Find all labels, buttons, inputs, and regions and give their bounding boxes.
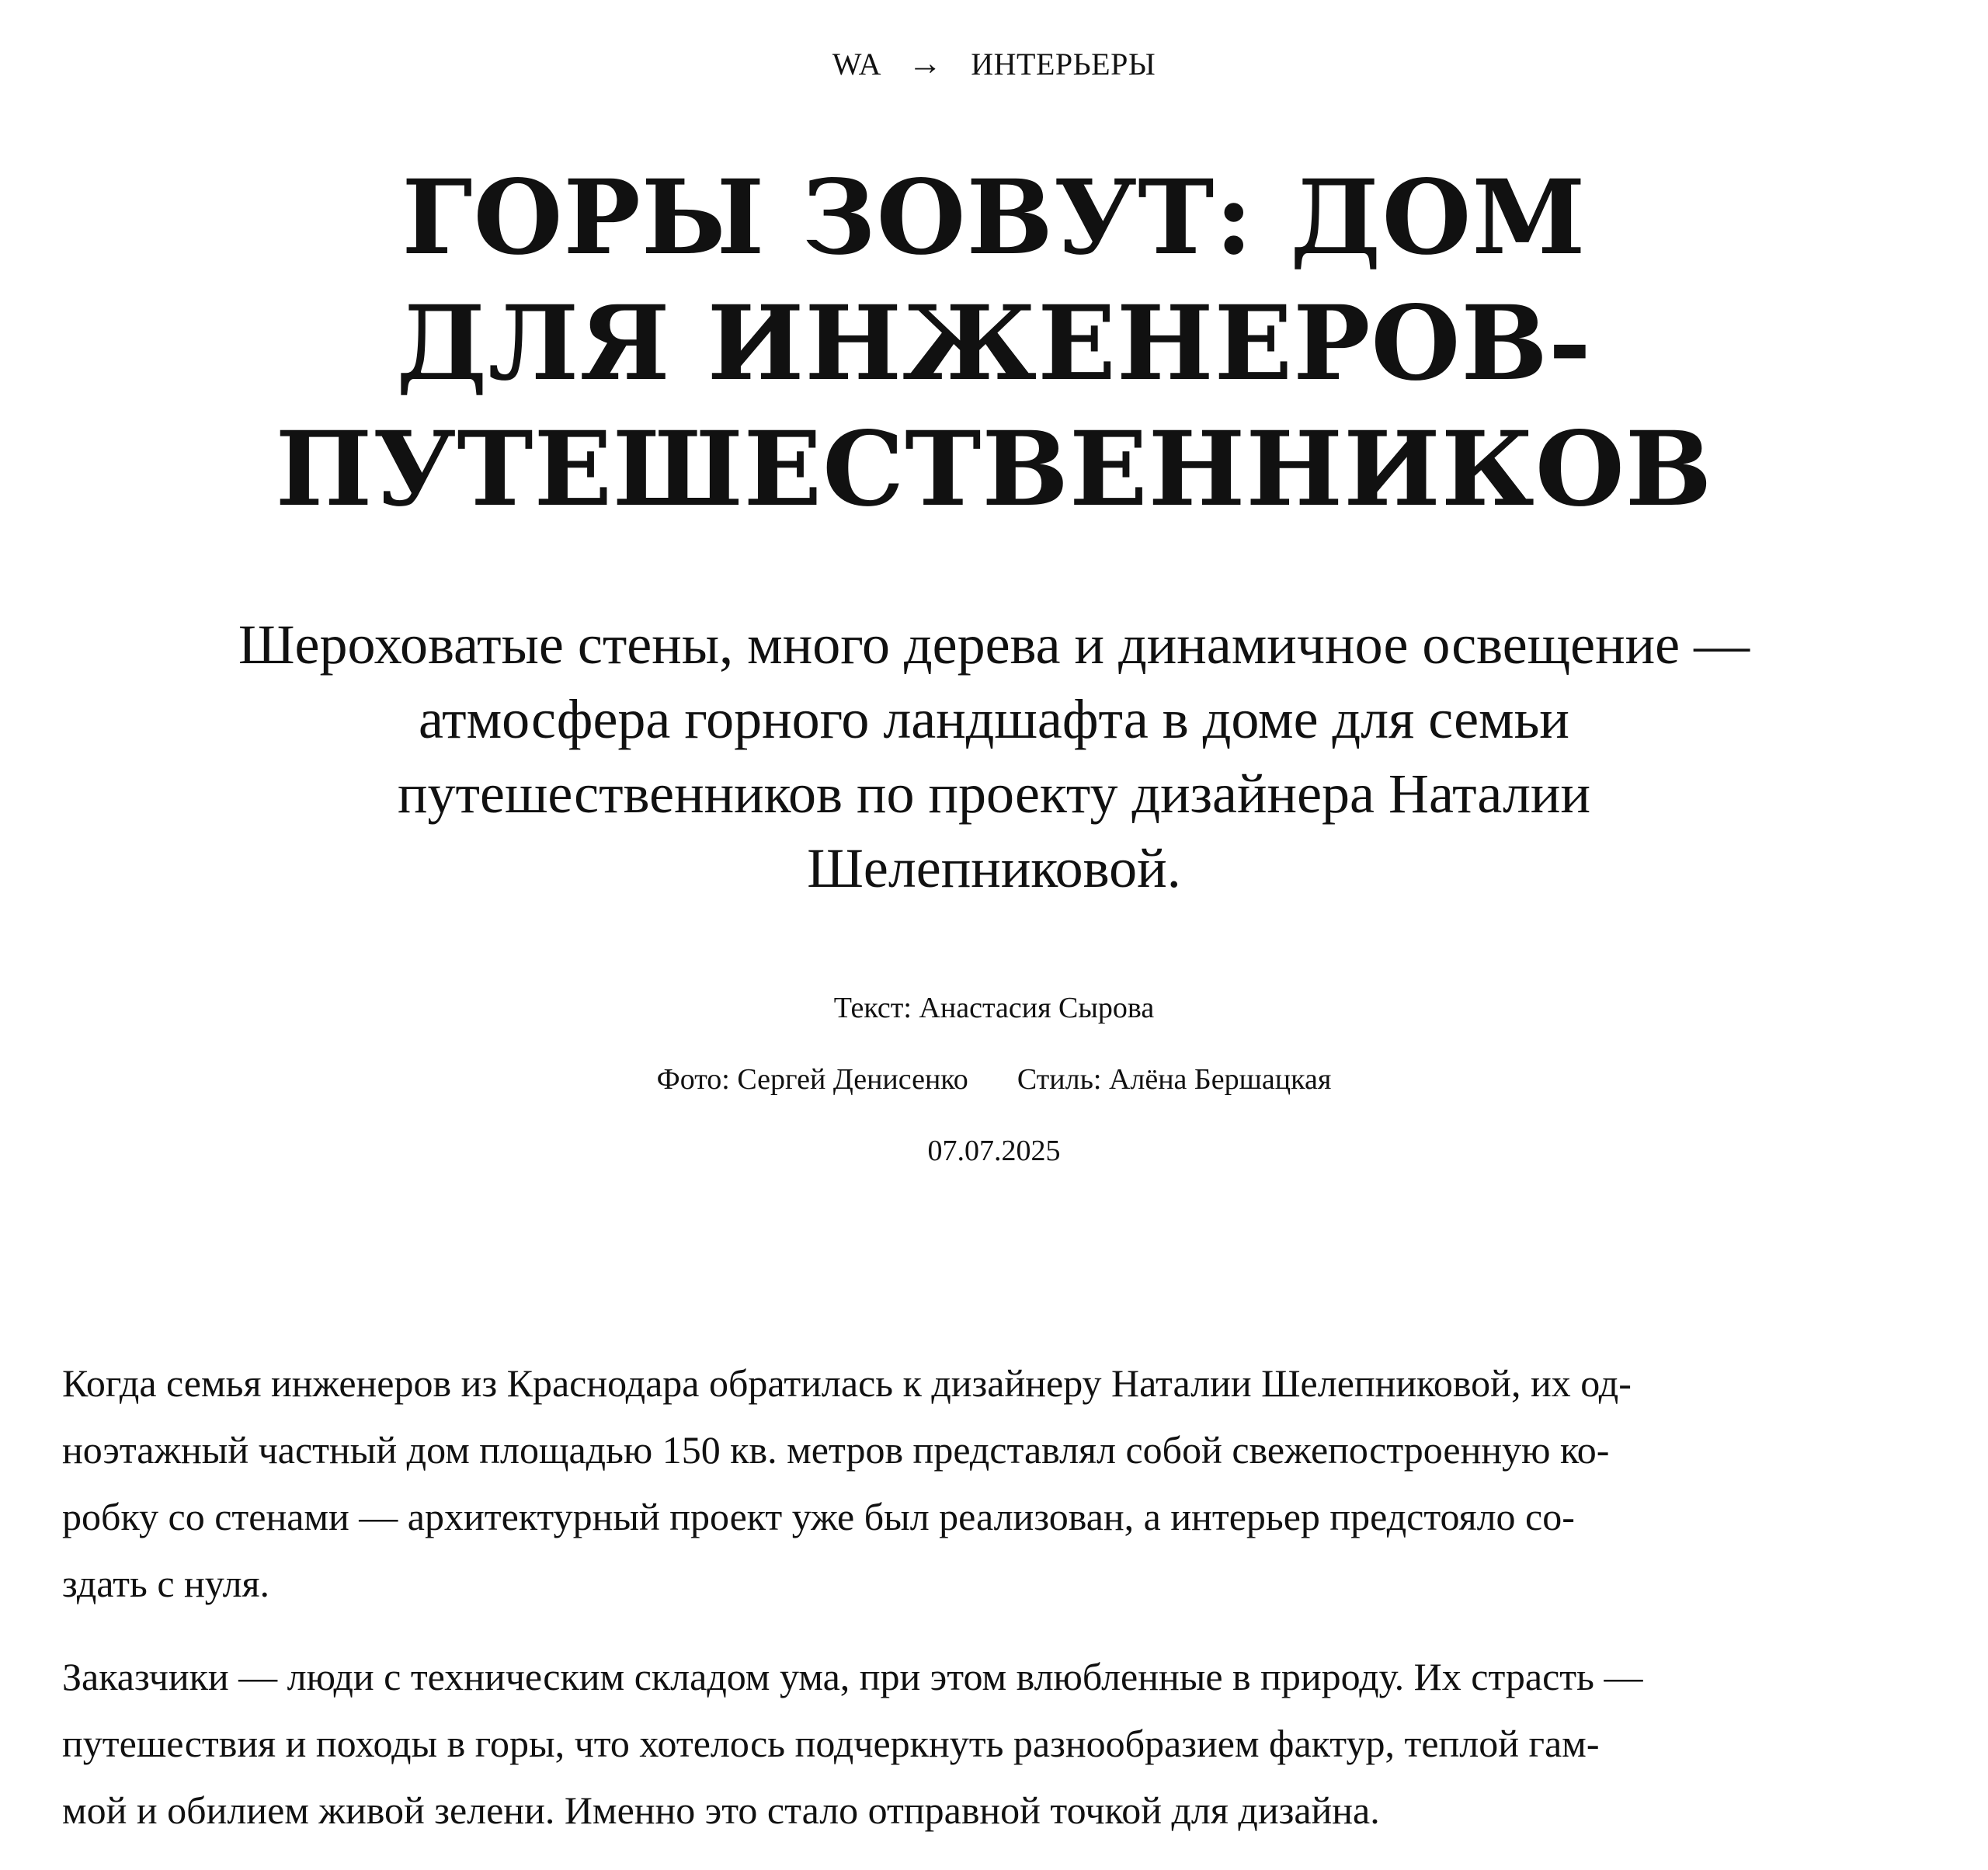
body-line: ноэтажный частный дом площадью 150 кв. метров представлял собой свежепостроенную ко- <box>62 1428 1610 1472</box>
credits-row <box>0 1128 1988 1199</box>
body-line: путешествия и походы в горы, что хотелось подчеркнуть разнообразием фактур, теплой гам- <box>62 1722 1600 1765</box>
article-lead-line: Шероховатые стены, много дерева и динамичное освещение — <box>238 613 1750 676</box>
article-credits <box>0 985 1988 1199</box>
breadcrumb <box>0 40 1988 88</box>
article-lead-line: путешественников по проекту дизайнера Наталии <box>397 763 1590 825</box>
credit-text-author: Текст: Анастасия Сырова <box>833 992 1155 1024</box>
breadcrumb-home-link[interactable]: WA <box>832 47 880 82</box>
article-body <box>62 1350 1941 1870</box>
credits-row <box>0 1056 1988 1128</box>
article-title-line: ДЛЯ ИНЖЕНЕРОВ- <box>396 283 1592 404</box>
article-title-line: ГОРЫ ЗОВУТ: ДОМ <box>401 158 1587 278</box>
credits-row <box>0 985 1988 1056</box>
body-line: мой и обилием живой зелени. Именно это стало отправной точкой для дизайна. <box>62 1788 1380 1832</box>
body-line: Заказчики — люди с техническим складом ума, при этом влюбленные в природу. Их страсть — <box>62 1655 1643 1698</box>
article-lead-line: атмосфера горного ландшафта в доме для семьи <box>419 688 1569 750</box>
body-line: робку со стенами — архитектурный проект уже был реализован, а интерьер предстояло со- <box>62 1495 1575 1538</box>
article-lead-line: Шелепниковой. <box>807 837 1181 899</box>
article-title-line: ПУТЕШЕСТВЕННИКОВ <box>275 409 1713 530</box>
credit-photo-author: Фото: Сергей Денисенко <box>656 1063 968 1096</box>
arrow-right-icon: → <box>908 44 943 82</box>
body-line: Когда семья инженеров из Краснодара обратилась к дизайнеру Наталии Шелепниковой, их од- <box>62 1361 1632 1405</box>
publish-date: 07.07.2025 <box>927 1135 1061 1167</box>
body-paragraph <box>62 1350 1941 1617</box>
credit-style-author: Стиль: Алёна Бершацкая <box>1017 1063 1332 1096</box>
body-line: здать с нуля. <box>62 1562 270 1605</box>
body-paragraph <box>62 1643 1941 1844</box>
breadcrumb-section-link[interactable]: ИНТЕРЬЕРЫ <box>971 47 1156 82</box>
article-title <box>0 155 1988 533</box>
article-lead <box>93 607 1895 905</box>
